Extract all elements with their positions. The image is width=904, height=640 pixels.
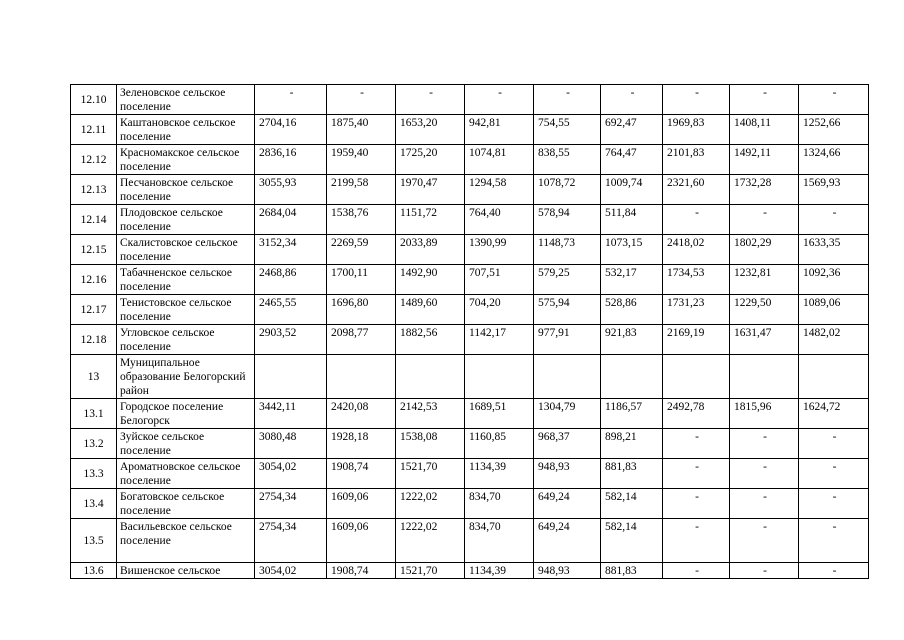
value-cell: 834,70 <box>465 489 534 519</box>
row-number: 12.18 <box>71 325 117 355</box>
value-cell: 3054,02 <box>255 459 327 489</box>
value-cell: 1222,02 <box>396 519 465 563</box>
value-cell: 649,24 <box>534 519 601 563</box>
value-cell: 1324,66 <box>799 145 869 175</box>
value-cell: - <box>799 429 869 459</box>
value-cell: 898,21 <box>601 429 663 459</box>
value-cell: - <box>663 205 730 235</box>
value-cell: 1148,73 <box>534 235 601 265</box>
value-cell: 1538,08 <box>396 429 465 459</box>
value-cell: 1969,83 <box>663 115 730 145</box>
value-cell: 2418,02 <box>663 235 730 265</box>
table-row <box>71 399 869 429</box>
value-cell: 582,14 <box>601 489 663 519</box>
value-cell <box>601 355 663 399</box>
value-cell: 2684,04 <box>255 205 327 235</box>
settlement-name: Скалистовское сельское поселение <box>117 235 255 265</box>
value-cell: - <box>663 459 730 489</box>
value-cell: - <box>730 429 799 459</box>
table-row <box>71 563 869 579</box>
value-cell <box>396 355 465 399</box>
table-row <box>71 85 869 115</box>
value-cell: 1092,36 <box>799 265 869 295</box>
settlement-name: Васильевское сельское поселение <box>117 519 255 563</box>
value-cell: 1304,79 <box>534 399 601 429</box>
value-cell: 2468,86 <box>255 265 327 295</box>
value-cell: - <box>730 459 799 489</box>
settlement-name: Плодовское сельское поселение <box>117 205 255 235</box>
value-cell: 1521,70 <box>396 563 465 579</box>
value-cell: 1186,57 <box>601 399 663 429</box>
value-cell: 1134,39 <box>465 459 534 489</box>
value-cell: 1489,60 <box>396 295 465 325</box>
value-cell: 575,94 <box>534 295 601 325</box>
row-number: 13 <box>71 355 117 399</box>
value-cell: 968,37 <box>534 429 601 459</box>
value-cell: 1882,56 <box>396 325 465 355</box>
settlement-name: Каштановское сельское поселение <box>117 115 255 145</box>
value-cell: 1633,35 <box>799 235 869 265</box>
value-cell: 881,83 <box>601 563 663 579</box>
value-cell: - <box>799 519 869 563</box>
value-cell: 692,47 <box>601 115 663 145</box>
value-cell: 1078,72 <box>534 175 601 205</box>
value-cell: 528,86 <box>601 295 663 325</box>
value-cell: 1802,29 <box>730 235 799 265</box>
value-cell: 764,40 <box>465 205 534 235</box>
value-cell: 1569,93 <box>799 175 869 205</box>
value-cell: 1252,66 <box>799 115 869 145</box>
row-number: 12.11 <box>71 115 117 145</box>
value-cell: - <box>799 85 869 115</box>
row-number: 13.2 <box>71 429 117 459</box>
value-cell: 1408,11 <box>730 115 799 145</box>
value-cell: - <box>663 563 730 579</box>
table-row <box>71 265 869 295</box>
settlement-name: Муниципальное образование Белогорский район <box>117 355 255 399</box>
value-cell: 1689,51 <box>465 399 534 429</box>
value-cell: 881,83 <box>601 459 663 489</box>
settlement-name: Угловское сельское поселение <box>117 325 255 355</box>
table-row <box>71 115 869 145</box>
value-cell <box>465 355 534 399</box>
row-number: 12.17 <box>71 295 117 325</box>
value-cell: 1609,06 <box>327 489 396 519</box>
value-cell: 834,70 <box>465 519 534 563</box>
value-cell: 704,20 <box>465 295 534 325</box>
value-cell: - <box>799 563 869 579</box>
table-row <box>71 325 869 355</box>
value-cell: 2704,16 <box>255 115 327 145</box>
value-cell: 3080,48 <box>255 429 327 459</box>
value-cell: 1009,74 <box>601 175 663 205</box>
settlement-name: Богатовское сельское поселение <box>117 489 255 519</box>
value-cell: 1734,53 <box>663 265 730 295</box>
table-row <box>71 429 869 459</box>
value-cell: 1959,40 <box>327 145 396 175</box>
value-cell: 1631,47 <box>730 325 799 355</box>
value-cell: 1725,20 <box>396 145 465 175</box>
table-row <box>71 235 869 265</box>
value-cell: 649,24 <box>534 489 601 519</box>
table-row <box>71 145 869 175</box>
tariff-table <box>70 84 869 579</box>
value-cell: 921,83 <box>601 325 663 355</box>
value-cell: 1151,72 <box>396 205 465 235</box>
row-number: 13.6 <box>71 563 117 579</box>
settlement-name: Ароматновское сельское поселение <box>117 459 255 489</box>
value-cell: - <box>730 489 799 519</box>
settlement-name: Городское поселение Белогорск <box>117 399 255 429</box>
value-cell: 3152,34 <box>255 235 327 265</box>
row-number: 12.16 <box>71 265 117 295</box>
value-cell: 2754,34 <box>255 489 327 519</box>
value-cell: 1492,11 <box>730 145 799 175</box>
table-row <box>71 489 869 519</box>
value-cell: 2199,58 <box>327 175 396 205</box>
table-row <box>71 459 869 489</box>
value-cell: - <box>255 85 327 115</box>
value-cell: 1492,90 <box>396 265 465 295</box>
row-number: 13.1 <box>71 399 117 429</box>
value-cell: 2033,89 <box>396 235 465 265</box>
value-cell: 1222,02 <box>396 489 465 519</box>
value-cell: 2098,77 <box>327 325 396 355</box>
value-cell: 1815,96 <box>730 399 799 429</box>
value-cell: 1624,72 <box>799 399 869 429</box>
value-cell: - <box>730 205 799 235</box>
value-cell: - <box>799 459 869 489</box>
value-cell: - <box>465 85 534 115</box>
value-cell: - <box>327 85 396 115</box>
value-cell: 579,25 <box>534 265 601 295</box>
value-cell: 1970,47 <box>396 175 465 205</box>
value-cell <box>255 355 327 399</box>
value-cell: - <box>730 85 799 115</box>
value-cell: 707,51 <box>465 265 534 295</box>
value-cell: 977,91 <box>534 325 601 355</box>
value-cell <box>730 355 799 399</box>
value-cell: 1294,58 <box>465 175 534 205</box>
value-cell: 1142,17 <box>465 325 534 355</box>
row-number: 13.3 <box>71 459 117 489</box>
table-row <box>71 295 869 325</box>
row-number: 12.12 <box>71 145 117 175</box>
value-cell <box>534 355 601 399</box>
value-cell: 2420,08 <box>327 399 396 429</box>
table-row <box>71 205 869 235</box>
row-number: 12.14 <box>71 205 117 235</box>
value-cell: 2269,59 <box>327 235 396 265</box>
table-row <box>71 175 869 205</box>
table-row <box>71 355 869 399</box>
value-cell: 1908,74 <box>327 563 396 579</box>
row-number: 12.13 <box>71 175 117 205</box>
value-cell: 1390,99 <box>465 235 534 265</box>
value-cell: - <box>534 85 601 115</box>
value-cell: 511,84 <box>601 205 663 235</box>
settlement-name: Зуйское сельское поселение <box>117 429 255 459</box>
value-cell: 3054,02 <box>255 563 327 579</box>
value-cell <box>799 355 869 399</box>
value-cell: 1928,18 <box>327 429 396 459</box>
row-number: 12.15 <box>71 235 117 265</box>
value-cell: 1074,81 <box>465 145 534 175</box>
value-cell: 532,17 <box>601 265 663 295</box>
value-cell: 948,93 <box>534 459 601 489</box>
value-cell: 1731,23 <box>663 295 730 325</box>
row-number: 13.4 <box>71 489 117 519</box>
value-cell: 838,55 <box>534 145 601 175</box>
settlement-name: Красномакское сельское поселение <box>117 145 255 175</box>
value-cell <box>663 355 730 399</box>
value-cell: 1521,70 <box>396 459 465 489</box>
value-cell: 754,55 <box>534 115 601 145</box>
value-cell: 764,47 <box>601 145 663 175</box>
value-cell: - <box>601 85 663 115</box>
row-number: 13.5 <box>71 519 117 563</box>
value-cell: 2903,52 <box>255 325 327 355</box>
value-cell: 1908,74 <box>327 459 396 489</box>
value-cell: 2321,60 <box>663 175 730 205</box>
value-cell: 1696,80 <box>327 295 396 325</box>
value-cell: 1160,85 <box>465 429 534 459</box>
value-cell: 582,14 <box>601 519 663 563</box>
value-cell: 948,93 <box>534 563 601 579</box>
table-body <box>71 85 869 579</box>
value-cell: 1089,06 <box>799 295 869 325</box>
settlement-name: Табачненское сельское поселение <box>117 265 255 295</box>
value-cell: 1732,28 <box>730 175 799 205</box>
settlement-name: Тенистовское сельское поселение <box>117 295 255 325</box>
value-cell <box>327 355 396 399</box>
table-row <box>71 519 869 563</box>
value-cell: 2836,16 <box>255 145 327 175</box>
value-cell: 942,81 <box>465 115 534 145</box>
value-cell: 2142,53 <box>396 399 465 429</box>
value-cell: 1134,39 <box>465 563 534 579</box>
value-cell: - <box>730 519 799 563</box>
value-cell: - <box>663 489 730 519</box>
value-cell: 3055,93 <box>255 175 327 205</box>
value-cell: - <box>799 489 869 519</box>
value-cell: 2465,55 <box>255 295 327 325</box>
settlement-name: Вишенское сельское <box>117 563 255 579</box>
value-cell: - <box>730 563 799 579</box>
value-cell: 3442,11 <box>255 399 327 429</box>
value-cell: 1482,02 <box>799 325 869 355</box>
settlement-name: Зеленовское сельское поселение <box>117 85 255 115</box>
value-cell: 1609,06 <box>327 519 396 563</box>
row-number: 12.10 <box>71 85 117 115</box>
value-cell: 2492,78 <box>663 399 730 429</box>
value-cell: 2169,19 <box>663 325 730 355</box>
value-cell: - <box>663 429 730 459</box>
value-cell: - <box>396 85 465 115</box>
value-cell: 578,94 <box>534 205 601 235</box>
value-cell: 1875,40 <box>327 115 396 145</box>
value-cell: 1653,20 <box>396 115 465 145</box>
value-cell: - <box>663 85 730 115</box>
value-cell: 2101,83 <box>663 145 730 175</box>
value-cell: 1073,15 <box>601 235 663 265</box>
value-cell: - <box>799 205 869 235</box>
value-cell: 1232,81 <box>730 265 799 295</box>
value-cell: 2754,34 <box>255 519 327 563</box>
settlement-name: Песчановское сельское поселение <box>117 175 255 205</box>
value-cell: - <box>663 519 730 563</box>
value-cell: 1229,50 <box>730 295 799 325</box>
value-cell: 1700,11 <box>327 265 396 295</box>
value-cell: 1538,76 <box>327 205 396 235</box>
